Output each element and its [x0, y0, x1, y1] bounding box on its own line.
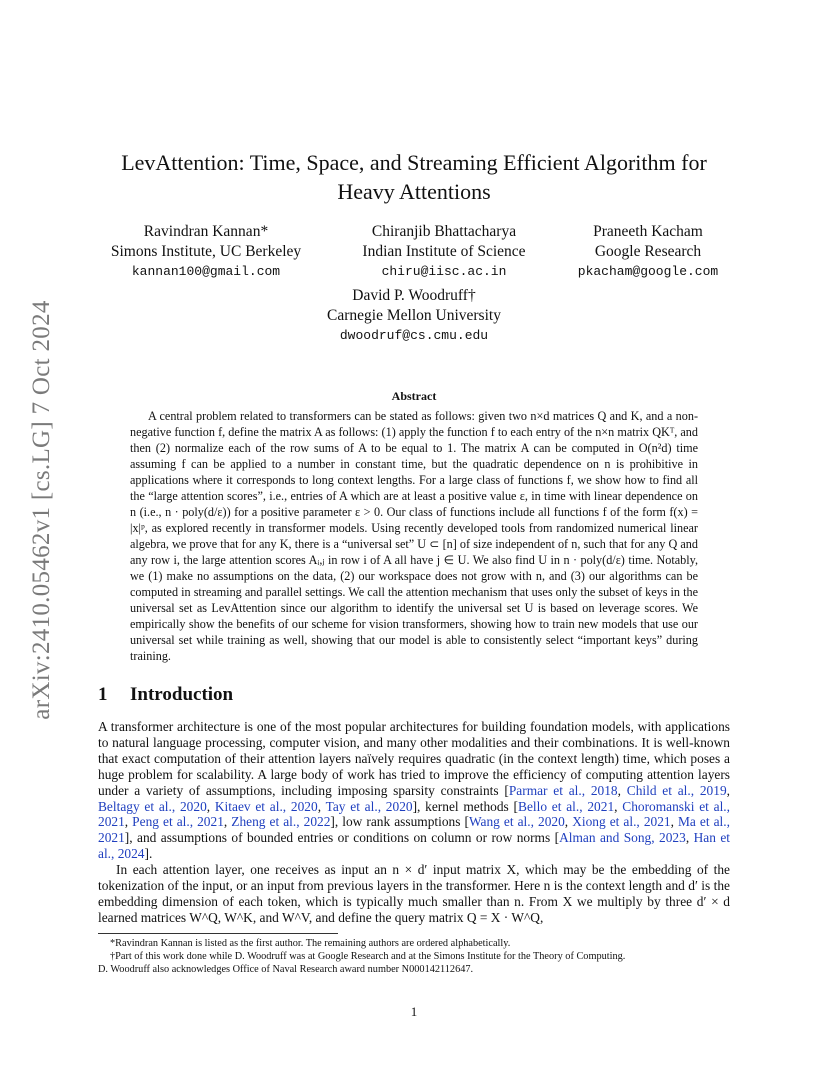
section-heading	[98, 684, 233, 706]
citation-link[interactable]: Alman and Song, 2023	[559, 830, 686, 846]
paper-title	[98, 148, 730, 206]
author-affiliation: Indian Institute of Science	[362, 243, 526, 260]
footnote-1: *Ravindran Kannan is listed as the first author. The remaining authors are ordered alphabetically.	[110, 938, 511, 949]
title-line-2: Heavy Attentions	[337, 179, 491, 204]
paragraph-text: ], kernel methods [	[412, 798, 519, 814]
citation-link[interactable]: Xiong et al., 2021	[572, 814, 671, 830]
author-name: Ravindran Kannan*	[143, 223, 269, 240]
paragraph-text: ], and assumptions of bounded entries or conditions on column or row norms [	[124, 830, 560, 846]
citation-link[interactable]: Bello et al., 2021	[518, 798, 615, 814]
arxiv-identifier: arXiv:2410.05462v1 [cs.LG] 7 Oct 2024	[28, 300, 55, 720]
author-block-woodruff	[300, 286, 528, 346]
author-email: kannan100@gmail.com	[131, 264, 281, 279]
author-affiliation: Google Research	[594, 243, 702, 260]
author-email: dwoodruf@cs.cmu.edu	[339, 328, 489, 343]
page-number: 1	[410, 1004, 418, 1019]
author-name: Praneeth Kacham	[593, 223, 703, 240]
paragraph-text: ], low rank assumptions [	[330, 814, 469, 830]
author-block-bhattacharya	[336, 222, 552, 282]
arxiv-sidebar	[22, 295, 62, 725]
section-title: Introduction	[130, 684, 234, 705]
section-number: 1	[98, 684, 108, 705]
author-name: David P. Woodruff†	[352, 287, 476, 304]
author-email: pkacham@google.com	[577, 264, 719, 279]
intro-paragraph-1: A transformer architecture is one of the most popular architectures for building foundation models, with applications to natural language processing, computer vision, and many other modalities and their combinations. It is well-known that exact computation of their attention layers naïvely requires quadratic (in the context length) time, which poses a huge problem for scalability. A large body of work has tried to improve the efficiency of computing attention layers under a variety of assumptions, including imposing sparsity constraints [Parmar et al., 2018, Child et al., 2019, Beltagy et al., 2020, Kitaev et al., 2020, Tay et al., 2020], kernel methods [Bello et al., 2021, Choromanski et al., 2021, Peng et al., 2021, Zheng et al., 2022], low rank assumptions [Wang et al., 2020, Xiong et al., 2021, Ma et al., 2021], and assumptions of bounded entries or conditions on column or row norms [Alman and Song, 2023, Han et al., 2024].	[98, 719, 731, 862]
author-affiliation: Carnegie Mellon University	[327, 307, 501, 324]
footnote-rule	[98, 933, 338, 934]
footnote-2-continued: D. Woodruff also acknowledges Office of Naval Research award number N000142112647.	[98, 964, 474, 976]
citation-link[interactable]: Zheng et al., 2022	[231, 814, 331, 830]
footnotes	[98, 937, 738, 977]
citation-link[interactable]: Child et al., 2019	[626, 782, 727, 798]
paragraph-text: A transformer architecture is one of the most popular architectures for building foundation models, with applications to natural language processing, computer vision, and many other modalities and their combinations. It is well-known that exact computation of their attention layers naïvely requires quadratic (in the context length) time, which poses a huge problem for scalability. A large body of work has tried to improve the efficiency of computing attention layers under a variety of assumptions, including imposing sparsity constraints [	[98, 719, 730, 798]
abstract-heading: Abstract	[391, 389, 437, 403]
author-name: Chiranjib Bhattacharya	[371, 223, 517, 240]
citation-link[interactable]: Kitaev et al., 2020	[214, 798, 318, 814]
citation-link[interactable]: Beltagy et al., 2020	[98, 798, 207, 814]
author-affiliation: Simons Institute, UC Berkeley	[110, 243, 302, 260]
footnote-2: †Part of this work done while D. Woodruff was at Google Research and at the Simons Institute for the Theory of Computing.	[110, 951, 626, 963]
citation-link[interactable]: Ma et al., 2021	[98, 814, 730, 846]
author-block-kacham	[560, 222, 736, 282]
paragraph-text: ].	[144, 846, 153, 862]
citation-link[interactable]: Han et al., 2024	[98, 830, 730, 862]
author-email: chiru@iisc.ac.in	[381, 264, 507, 279]
citation-link[interactable]: Parmar et al., 2018	[508, 782, 618, 798]
author-block-kannan	[98, 222, 314, 282]
intro-paragraph-2: In each attention layer, one receives as input an n × d′ input matrix X, which may be the embedding of the tokenization of the input, or an input from previous layers in the transformer. Here n is the context length and d′ is the embedding dimension of each token, which is typically much smaller than n. From X we multiply by three d′ × d learned matrices W^Q, W^K, and W^V, and define the query matrix Q = X · W^Q,	[98, 862, 730, 925]
title-line-1: LevAttention: Time, Space, and Streaming Efficient Algorithm for	[121, 150, 707, 175]
citation-link[interactable]: Tay et al., 2020	[325, 798, 413, 814]
abstract-body: A central problem related to transformers can be stated as follows: given two n×d matrices Q and K, and a non-negative function f, define the matrix A as follows: (1) apply the function f to each entry of the n×n matrix QKᵀ, and then (2) normalize each of the row sums of A to be equal to 1. The matrix A can be computed in O(n²d) time assuming f can be applied to a number in constant time, but the quadratic dependence on n is prohibitive in applications where it corresponds to long context lengths. For a large class of functions f, we show how to find all the “large attention scores”, i.e., entries of A which are at least a positive value ε, in time with linear dependence on n (i.e., n · poly(d/ε)) for a positive parameter ε > 0. Our class of functions include all functions f of the form f(x) = |x|ᵖ, as explored recently in transformer models. Using recently developed tools from randomized numerical linear algebra, we prove that for any K, there is a “universal set” U ⊂ [n] of size independent of n, such that for any Q and any row i, the large attention scores Aᵢ,ⱼ in row i of A all have j ∈ U. We also find U in n · poly(d/ε) time. Notably, we (1) make no assumptions on the data, (2) our workspace does not grow with n, and (3) our algorithms can be computed in streaming and parallel settings. We call the attention mechanism that uses only the subset of keys in the universal set as LevAttention since our algorithm to identify the universal set U is based on leverage scores. We empirically show the benefits of our scheme for vision transformers, showing how to train new models that use our universal set while training as well, showing that our model is able to consistently select “important keys” during training.	[130, 409, 698, 663]
citation-link[interactable]: Choromanski et al., 2021	[98, 798, 730, 830]
citation-link[interactable]: Wang et al., 2020	[468, 814, 565, 830]
citation-link[interactable]: Peng et al., 2021	[132, 814, 224, 830]
